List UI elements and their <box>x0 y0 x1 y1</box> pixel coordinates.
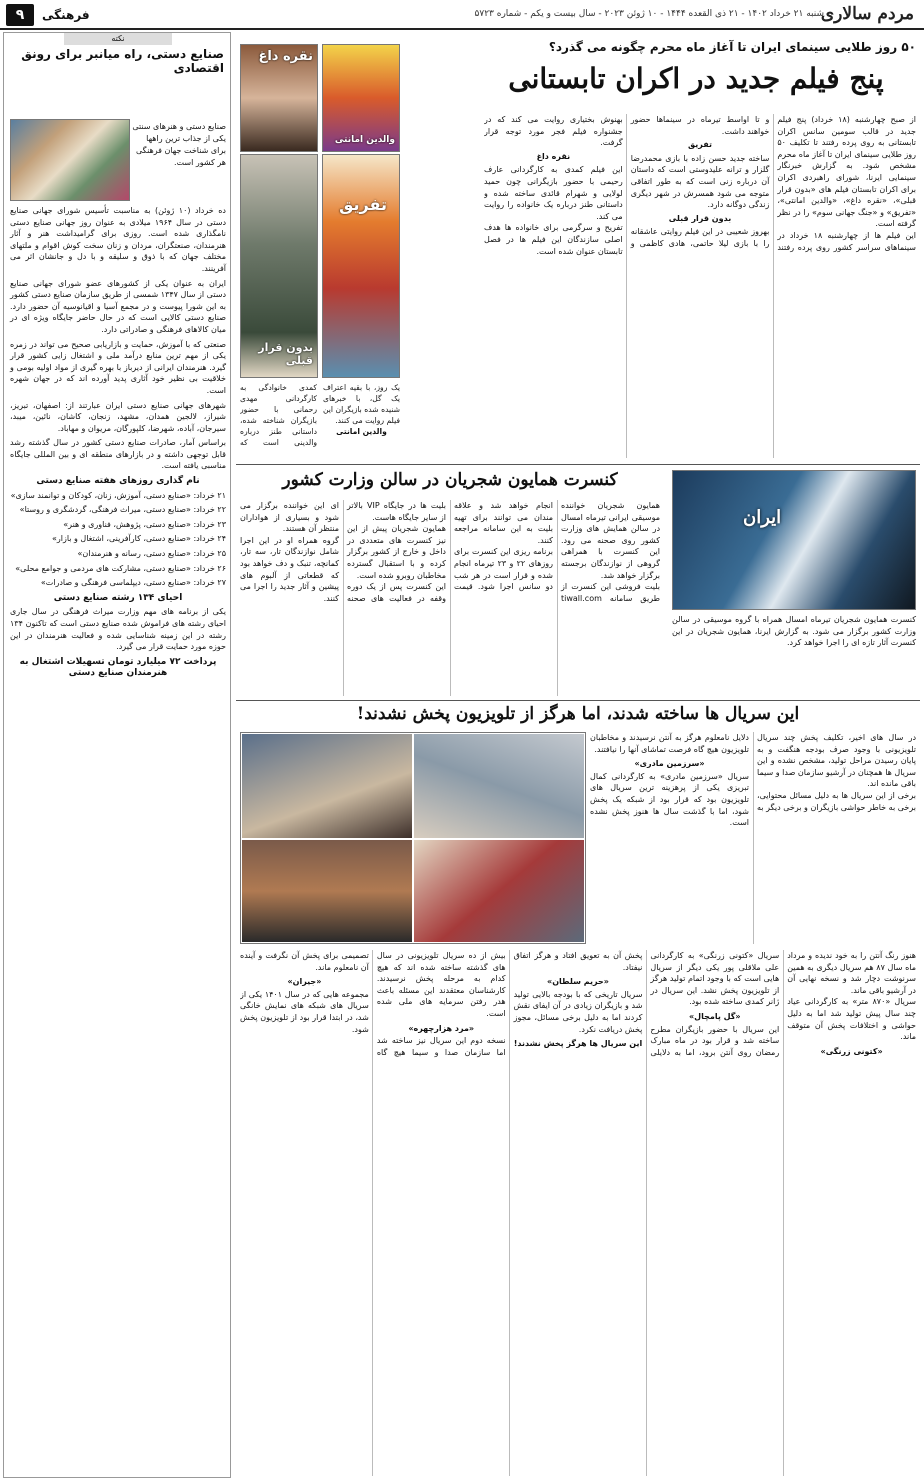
article2-headline: کنسرت همایون شجریان در سالن وزارت کشور <box>282 470 618 490</box>
tv-series-photo-collage <box>240 732 586 944</box>
concert-photo-caption: کنسرت همایون شجریان تیرماه امسال همراه با گروه موسیقی در سالن وزارت کشور برگزار می شود. به گزارش ایرنا، همایون شجریان در این کنسرت آثار تازه ای را اجرا خواهد کرد. <box>672 615 916 648</box>
article-subheading: «حریم سلطان» <box>547 977 609 987</box>
article-paragraph: همایون شجریان خواننده موسیقی ایرانی تیرماه امسال در سالن همایش های وزارت کشور روی صحنه می رود. این کنسرت با همراهی گروهی از نوازندگان برجسته برگزار خواهد شد. <box>561 501 660 580</box>
article-paragraph: یک روز، با بقیه اعتراف یک گل، با خبرهای شنیده شده بازیگران این فیلم روایت می کنند. <box>323 383 400 425</box>
article-paragraph: تفریح و سرگرمی برای خانواده ها هدف اصلی سازندگان این فیلم ها در فصل تابستان عنوان شده است. <box>484 223 623 256</box>
series-still-1 <box>241 733 413 839</box>
article3-body-bottom <box>240 950 916 1476</box>
date-line: شنبه ۲۱ خرداد ۱۴۰۲ - ۲۱ ذی القعده ۱۴۴۴ - ۱۰ ژوئن ۲۰۲۳ - سال بیست و یکم - شماره ۵۷۲۳ <box>474 9 824 19</box>
article-paragraph: نسخه دوم این سریال نیز ساخته شد اما سازمان صدا و سیما هیچ گاه تصمیمی برای پخش آن نگرفت و آینده آن نامعلوم ماند. <box>240 951 506 1057</box>
poster-title: تفریق <box>339 195 387 214</box>
poster-bedoon-gharar <box>240 154 318 378</box>
article-paragraph: سریال «سرزمین مادری» به کارگردانی کمال تبریزی یکی از پرهزینه ترین سریال های تلویزیون بود که قرار بود از شبکه یک پخش شود، اما با گذشت سال ها هنوز پخش نشده است. <box>590 771 749 828</box>
poster-title: نقره داغ <box>258 49 313 64</box>
article-paragraph: گروه همراه او در این اجرا شامل نوازندگان تار، سه تار، کمانچه، تنبک و دف خواهد بود که قطعاتی از آلبوم های پیشین و آثار جدید را اجرا می کنند. <box>240 535 339 603</box>
article-paragraph: کمدی خانوادگی به کارگردانی مهدی رحمانی با حضور بازیگران شناخته شده، داستانی طنز درباره والدینی است که <box>240 383 317 447</box>
series-still-2 <box>413 733 585 839</box>
article1-supertitle: ۵۰ روز طلایی سینمای ایران تا آغاز ماه محرم چگونه می گذرد؟ <box>548 40 916 54</box>
article-paragraph: این فیلم ها از چهارشنبه ۱۸ خرداد در سینماهای سراسر کشور روی پرده رفتند و تا اواسط تیرماه در سینماها حضور خواهند داشت. <box>630 115 916 252</box>
week-day-item: ۲۲ خرداد: «صنایع دستی، میراث فرهنگی، گردشگری و روستا» <box>19 505 226 515</box>
masthead <box>0 0 924 30</box>
article-paragraph: در سال های اخیر، تکلیف پخش چند سریال تلویزیونی با وجود صرف بودجه هنگفت و به پایان رسیدن مراحل تولید، مشخص نشده و این سریال ها همچنان در آرشیو سازمان صدا و سیما باقی مانده اند. <box>757 733 916 789</box>
article-subheading: «مرد هزارچهره» <box>408 1023 475 1033</box>
article-paragraph: این سریال با حضور بازیگران مطرح ساخته شد و قرار بود در ماه مبارک رمضان روی آنتن برود، اما به دلایلی پخش آن به تعویق افتاد و هرگز اتفاق نیفتاد. <box>513 951 780 1057</box>
divider <box>236 700 920 701</box>
sidebar-subheading: احیای ۱۳۴ رشته صنایع دستی <box>53 592 183 603</box>
sidebar-paragraph: براساس آمار، صادرات صنایع دستی کشور در سال گذشته رشد قابل توجهی داشته و در بازارهای منطقه ای و بین المللی جایگاه مناسبی یافته است. <box>10 438 226 471</box>
poster-title: بدون قرار قبلی <box>258 341 313 367</box>
divider <box>236 464 920 465</box>
concert-photo <box>672 470 916 610</box>
article-subheading: والدین امانتی <box>336 427 387 436</box>
article3-headline: این سریال ها ساخته شدند، اما هرگز از تلویزیون پخش نشدند! <box>356 704 800 724</box>
article-paragraph: بلیت فروشی این کنسرت از طریق سامانه tiwall.com انجام خواهد شد و علاقه مندان می توانند برای تهیه بلیت به این سامانه مراجعه کنند. <box>454 501 660 603</box>
sidebar-subheading: نام گذاری روزهای هفته صنایع دستی <box>36 476 200 487</box>
handicrafts-photo <box>10 119 130 201</box>
poster-valedin-amanati <box>322 44 400 152</box>
sidebar-subheading: پرداخت ۷۲ میلیارد تومان تسهیلات اشتغال به هنرمندان صنایع دستی <box>19 656 217 679</box>
article-paragraph: مجموعه هایی که در سال ۱۴۰۱ یکی از سریال های شبکه های نمایش خانگی شد، در ابتدا قرار بود از تلویزیون پخش شود. <box>240 989 369 1034</box>
week-day-item: ۲۶ خرداد: «صنایع دستی، مشارکت های مردمی و جوامع محلی» <box>15 563 226 573</box>
newspaper-logo: مردم سالاری <box>820 4 914 24</box>
week-day-item: ۲۱ خرداد: «صنایع دستی، آموزش، زنان، کودکان و توانمند سازی» <box>10 490 226 500</box>
article1-headline: پنج فیلم جدید در اکران تابستانی <box>508 62 884 95</box>
article-paragraph: همایون شجریان پیش از این نیز کنسرت های متعددی در داخل و خارج از کشور برگزار کرده و با استقبال گسترده مخاطبان روبرو شده است. <box>347 524 446 580</box>
sidebar-paragraph: صنعتی که با آموزش، حمایت و بازاریابی صحیح می تواند در زمره یکی از مهم ترین منابع درآمد ملی و اشتغال زایی کشور قرار گیرد. هنرمندان ایرانی از دیرباز با بهره گیری از مواد اولیه بومی و خلاقیت بی نظیر خود آثاری پدید آورده اند که در جهان شهره است. <box>10 339 226 395</box>
article-paragraph: ساخته جدید حسن زاده با بازی محمدرضا گلزار و ترانه علیدوستی است که داستان آن درباره زنی است که به طور اتفاقی متوجه می شود همسرش در شهر دیگری زندگی دوگانه دارد. <box>630 153 770 210</box>
article2-body <box>240 500 660 696</box>
article-paragraph: این فیلم کمدی به کارگردانی عارف رحیمی با حضور بازیگرانی چون حمید لولایی و شهرام قائدی ساخته شده و داستانی طنز درباره یک خانواده را روایت می کند. <box>484 165 623 221</box>
sidebar-lead: صنایع دستی و هنرهای سنتی یکی از جذاب ترین راهها برای شناخت جهان فرهنگی هر کشور است. <box>132 122 226 167</box>
article-subheading: این سریال ها هرگز پخش نشدند! <box>513 1039 643 1049</box>
article-paragraph: از صبح چهارشنبه (۱۸ خرداد) پنج فیلم جدید در قالب سومین سانس اکران تابستانی به روی پرده رفتند تا تکلیف ۵۰ روز طلایی سینمای ایران تا آغاز ماه محرم مشخص شود. به گزارش خبرنگار سینمایی ایرنا، شورای راهبردی اکران برای اکران تابستان فیلم های «بدون قرار قبلی»، «نقره داغ»، «والدین امانتی»، «تفریق» و «جنگ جهانی سوم» را در نظر گرفته است. <box>777 115 916 229</box>
article-paragraph: بیش از ده سریال تلویزیونی در سال های گذشته ساخته شده اند که هیچ کدام به مرحله پخش نرسیدند. کارشناسان معتقدند این مسئله باعث هدر رفتن سرمایه های ملی شده است. <box>376 951 506 1018</box>
sidebar-body <box>10 205 226 682</box>
sidebar-paragraph: ده خرداد (۱۰ ژوئن) به مناسبت تأسیس شورای جهانی صنایع دستی در سال ۱۹۶۴ میلادی به عنوان روز جهانی صنایع دستی نامگذاری شده است. روزی برای گرامیداشت هنر و آثار هنرمندان، صنعتگران، مردان و زنان سخت کوش اقوام و ملتهای مختلف جهان که با ذوق و سلیقه و با دل و جانشان اثر می آفرینند. <box>10 206 227 273</box>
article-paragraph: هنوز رنگ آنتن را به خود ندیده و مرداد ماه سال ۸۷ هم سریال دیگری به همین سرنوشت دچار شد و نسخه نهایی آن در آرشیو باقی ماند. <box>787 951 916 995</box>
article-subheading: «کتونی زرنگی» <box>820 1046 883 1056</box>
week-day-item: ۲۵ خرداد: «صنایع دستی، رسانه و هنرمندان» <box>77 549 226 559</box>
article-paragraph: برخی از این سریال ها به دلیل مسائل محتوایی، برخی به خاطر حواشی بازیگران و برخی دیگر به دلایل نامعلوم هرگز به آنتن نرسیدند و مخاطبان تلویزیون هیچ گاه فرصت تماشای آنها را نیافتند. <box>590 733 916 812</box>
article3-body-top <box>590 732 916 944</box>
article-paragraph: سریال «۸۷۰ متر» به کارگردانی عیاد چند سال پیش تولید شد اما به دلیل حواشی و اختلافات پخش آن متوقف ماند. <box>787 997 916 1042</box>
sidebar-paragraph: شهرهای جهانی صنایع دستی ایران عبارتند از: اصفهان، تبریز، شیراز، لالجین همدان، مشهد، زنجان، کاشان، نائین، میبد، سیرجان، آباده، شهرضا، کلپورگان، مریوان و مهاباد. <box>10 400 226 433</box>
week-day-item: ۲۷ خرداد: «صنایع دستی، دیپلماسی فرهنگی و صادرات» <box>40 578 226 588</box>
photo-text: ایران <box>743 507 782 528</box>
section-name: فرهنگی <box>42 8 90 22</box>
article1-sidebar-text <box>240 382 400 458</box>
series-still-3 <box>241 839 413 943</box>
week-day-item: ۲۳ خرداد: «صنایع دستی، پژوهش، فناوری و هنر» <box>63 519 226 529</box>
poster-title: والدین امانتی <box>334 135 395 145</box>
article-paragraph: سریال تاریخی که با بودجه بالایی تولید شد و بازیگران زیادی در آن ایفای نقش کردند اما به دلیل برخی مسائل، مجوز پخش دریافت نکرد. <box>513 989 643 1034</box>
sidebar-title: صنایع دستی، راه میانبر برای رونق اقتصادی <box>21 47 224 75</box>
article-subheading: «جیران» <box>287 977 322 987</box>
article-subheading: بدون قرار قبلی <box>668 213 732 223</box>
series-still-4 <box>413 839 585 943</box>
article-subheading: تفریق <box>688 140 712 150</box>
page-number: ۹ <box>6 4 34 26</box>
article-subheading: «گل پامچال» <box>689 1011 741 1021</box>
film-posters <box>240 44 400 378</box>
article-paragraph: برنامه ریزی این کنسرت برای روزهای ۲۲ و ۲۳ تیرماه انجام شده و قرار است در هر شب دو سانس اجرا شود. قیمت بلیت ها در جایگاه VIP بالاتر از سایر جایگاه هاست. <box>347 501 554 592</box>
article-subheading: «سرزمین مادری» <box>634 759 705 769</box>
week-day-item: ۲۴ خرداد: «صنایع دستی، کارآفرینی، اشتغال و بازار» <box>51 534 226 544</box>
sidebar-paragraph: یکی از برنامه های مهم وزارت میراث فرهنگی در سال جاری احیای رشته های فراموش شده صنایع دستی است که تاکنون ۱۳۴ رشته در این زمینه شناسایی شده و فعالیت هنرمندان در این حوزه مورد حمایت قرار می گیرد. <box>10 607 226 652</box>
article-subheading: نقره داغ <box>536 151 571 161</box>
article-paragraph: بهروز شعیبی در این فیلم روایتی عاشقانه را با بازی لیلا حاتمی، هادی کاظمی و بهنوش بختیاری روایت می کند که در جشنواره فیلم فجر مورد توجه قرار گرفت. <box>484 115 770 248</box>
sidebar-paragraph: ایران به عنوان یکی از کشورهای عضو شورای جهانی صنایع دستی از سال ۱۳۴۷ شمسی از طریق سازمان صنایع دستی کشور به این شورا پیوست و در مجمع آسیا و اقیانوسیه آن حضور دارد. صنایع دستی کالایی است که در حال حاضر جایگاه ویژه ای در میان کالاهای فرهنگی و صادراتی دارد. <box>10 278 227 334</box>
sidebar-tag: نکته <box>64 33 172 45</box>
article-paragraph: سریال «کتونی زرنگی» به کارگردانی علی ملاقلی پور یکی دیگر از سریال هایی است که با وجود اتمام تولید هرگز از تلویزیون پخش نشد. این سریال در ژانر کمدی ساخته شده بود. <box>650 951 780 1007</box>
sidebar-article <box>3 32 231 1478</box>
poster-noghre-dagh <box>240 44 318 152</box>
article1-body <box>484 114 916 458</box>
poster-tafrigh <box>322 154 400 378</box>
article-paragraph: این کنسرت پس از یک دوره وقفه در فعالیت های صحنه ای این خواننده برگزار می شود و بسیاری از هواداران منتظر آن هستند. <box>240 501 446 603</box>
